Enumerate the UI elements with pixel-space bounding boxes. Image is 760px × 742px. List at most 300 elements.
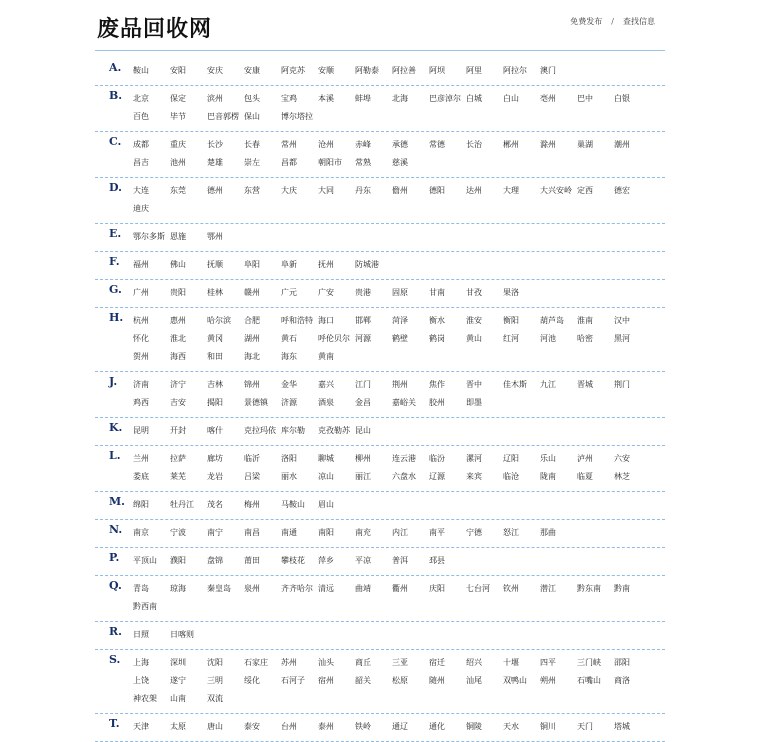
city-link[interactable]: 濮阳 [170,556,186,565]
city-link[interactable]: 阿坝 [429,66,445,75]
city-link[interactable]: 湖州 [244,334,260,343]
city-link[interactable]: 莆田 [244,556,260,565]
city-link[interactable]: 南充 [355,528,371,537]
city-link[interactable]: 台州 [281,722,297,731]
site-header [95,8,665,50]
city-link[interactable]: 聊城 [318,454,334,463]
city-link[interactable]: 辽阳 [503,454,519,463]
city-link[interactable]: 四平 [540,658,556,667]
city-link[interactable]: 德阳 [429,186,445,195]
city-link[interactable]: 洛阳 [281,454,297,463]
city-link[interactable]: 海东 [281,352,297,361]
letter-group-row [95,86,665,132]
city-link[interactable]: 齐齐哈尔 [281,584,313,593]
city-link[interactable]: 锦州 [244,380,260,389]
city-link[interactable]: 牡丹江 [170,500,194,509]
city-link[interactable]: 楚雄 [207,158,223,167]
city-link[interactable]: 济源 [281,398,297,407]
city-link[interactable]: 承德 [392,140,408,149]
city-link[interactable]: 石家庄 [244,658,268,667]
city-links [133,626,665,644]
city-link[interactable]: 日喀则 [170,630,194,639]
city-link[interactable]: 朔州 [540,676,556,685]
index-letter: B. [109,89,123,102]
city-link[interactable]: 丽水 [281,472,297,481]
city-link[interactable]: 晋城 [577,380,593,389]
city-link[interactable]: 阿拉尔 [503,66,527,75]
post-free-link[interactable]: 免费发布 [570,17,603,26]
city-link[interactable]: 济宁 [170,380,186,389]
city-link[interactable]: 海北 [244,352,260,361]
city-link[interactable]: 昆山 [355,426,371,435]
city-link[interactable]: 黔西南 [133,602,157,611]
city-link[interactable]: 六安 [614,454,630,463]
city-link[interactable]: 崇左 [244,158,260,167]
letter-group-row [95,224,665,252]
city-link[interactable]: 宿迁 [429,658,445,667]
city-link[interactable]: 贺州 [133,352,149,361]
index-letter: H. [109,311,124,324]
index-letter: F. [109,255,120,268]
city-links [133,552,665,570]
city-link[interactable]: 喀什 [207,426,223,435]
city-link[interactable]: 秦皇岛 [207,584,231,593]
city-link[interactable]: 黔东南 [577,584,601,593]
city-link[interactable]: 绥化 [244,676,260,685]
city-link[interactable]: 通辽 [392,722,408,731]
city-link[interactable]: 乐山 [540,454,556,463]
city-link[interactable]: 十堰 [503,658,519,667]
city-link[interactable]: 博尔塔拉 [281,112,313,121]
city-link[interactable]: 东莞 [170,186,186,195]
city-link[interactable]: 哈尔滨 [207,316,231,325]
city-link[interactable]: 连云港 [392,454,416,463]
city-link[interactable]: 南昌 [244,528,260,537]
city-link[interactable]: 双鸭山 [503,676,527,685]
city-link[interactable]: 鹤壁 [392,334,408,343]
city-link[interactable]: 固原 [392,288,408,297]
city-link[interactable]: 抚州 [318,260,334,269]
city-link[interactable]: 临沧 [503,472,519,481]
letter-group-row [95,650,665,714]
city-link[interactable]: 金华 [281,380,297,389]
city-link[interactable]: 邵阳 [614,658,630,667]
city-link[interactable]: 拉萨 [170,454,186,463]
city-link[interactable]: 安顺 [318,66,334,75]
city-link[interactable]: 曲靖 [355,584,371,593]
city-link[interactable]: 江门 [355,380,371,389]
city-link[interactable]: 天水 [503,722,519,731]
city-link[interactable]: 绍兴 [466,658,482,667]
city-link[interactable]: 克拉玛依 [244,426,276,435]
city-link[interactable]: 汕头 [318,658,334,667]
city-link[interactable]: 庆阳 [429,584,445,593]
city-link[interactable]: 滁州 [540,140,556,149]
city-link[interactable]: 怒江 [503,528,519,537]
city-link[interactable]: 铜陵 [466,722,482,731]
city-link[interactable]: 南京 [133,528,149,537]
city-link[interactable]: 萍乡 [318,556,334,565]
city-link[interactable]: 吉林 [207,380,223,389]
city-link[interactable]: 白山 [503,94,519,103]
city-link[interactable]: 德宏 [614,186,630,195]
city-link[interactable]: 阿里 [466,66,482,75]
letter-group-row [95,418,665,446]
city-link[interactable]: 天津 [133,722,149,731]
city-link[interactable]: 甘孜 [466,288,482,297]
city-link[interactable]: 赣州 [244,288,260,297]
city-link[interactable]: 泸州 [577,454,593,463]
city-links [133,312,665,366]
city-link[interactable]: 红河 [503,334,519,343]
city-link[interactable]: 防城港 [355,260,379,269]
city-link[interactable]: 深圳 [170,658,186,667]
city-link[interactable]: 大同 [318,186,334,195]
city-link[interactable]: 六盘水 [392,472,416,481]
city-link[interactable]: 赤峰 [355,140,371,149]
city-link[interactable]: 库尔勒 [281,426,305,435]
city-link[interactable]: 保定 [170,94,186,103]
city-link[interactable]: 吉安 [170,398,186,407]
letter-group-row [95,622,665,650]
city-link[interactable]: 巢湖 [577,140,593,149]
city-link[interactable]: 巴音郭楞 [207,112,239,121]
city-link[interactable]: 黄山 [466,334,482,343]
city-link[interactable]: 东营 [244,186,260,195]
city-link[interactable]: 大连 [133,186,149,195]
index-letter: T. [109,717,120,730]
city-link[interactable]: 海西 [170,352,186,361]
city-link[interactable]: 慈溪 [392,158,408,167]
city-link[interactable]: 临汾 [429,454,445,463]
city-link[interactable]: 澳门 [540,66,556,75]
city-links [133,90,665,126]
city-link[interactable]: 内江 [392,528,408,537]
city-link[interactable]: 佛山 [170,260,186,269]
city-link[interactable]: 成都 [133,140,149,149]
city-link[interactable]: 揭阳 [207,398,223,407]
city-link[interactable]: 泰州 [318,722,334,731]
city-link[interactable]: 黄冈 [207,334,223,343]
city-link[interactable]: 七台河 [466,584,490,593]
city-link[interactable]: 南阳 [318,528,334,537]
city-link[interactable]: 淮南 [577,316,593,325]
city-link[interactable]: 沧州 [318,140,334,149]
city-link[interactable]: 酒泉 [318,398,334,407]
city-links [133,284,665,302]
city-link[interactable]: 漯河 [466,454,482,463]
city-link[interactable]: 淮北 [170,334,186,343]
city-link[interactable]: 白城 [466,94,482,103]
city-link[interactable]: 嘉峪关 [392,398,416,407]
city-link[interactable]: 昌都 [281,158,297,167]
city-link[interactable]: 大兴安岭 [540,186,572,195]
city-link[interactable]: 北海 [392,94,408,103]
city-link[interactable]: 眉山 [318,500,334,509]
city-link[interactable]: 宁德 [466,528,482,537]
city-link[interactable]: 宿州 [318,676,334,685]
city-link[interactable]: 保山 [244,112,260,121]
city-links [133,580,665,616]
letter-group-row [95,714,665,742]
index-letter: G. [109,283,122,296]
city-link[interactable]: 和田 [207,352,223,361]
city-link[interactable]: 即墨 [466,398,482,407]
city-link[interactable]: 茂名 [207,500,223,509]
city-link[interactable]: 衡阳 [503,316,519,325]
city-link[interactable]: 常熟 [355,158,371,167]
city-link[interactable]: 滨州 [207,94,223,103]
city-link[interactable]: 铜川 [540,722,556,731]
city-link[interactable]: 邯郸 [355,316,371,325]
city-link[interactable]: 蚌埠 [355,94,371,103]
city-link[interactable]: 嘉兴 [318,380,334,389]
city-link[interactable]: 安阳 [170,66,186,75]
city-link[interactable]: 河池 [540,334,556,343]
city-link[interactable]: 胶州 [429,398,445,407]
city-link[interactable]: 鞍山 [133,66,149,75]
city-link[interactable]: 辽源 [429,472,445,481]
city-link[interactable]: 百色 [133,112,149,121]
city-link[interactable]: 安庆 [207,66,223,75]
city-link[interactable]: 怀化 [133,334,149,343]
city-link[interactable]: 金昌 [355,398,371,407]
index-letter: S. [109,653,121,666]
city-link[interactable]: 包头 [244,94,260,103]
city-link[interactable]: 梅州 [244,500,260,509]
city-link[interactable]: 普洱 [392,556,408,565]
city-link[interactable]: 三明 [207,676,223,685]
city-link[interactable]: 惠州 [170,316,186,325]
city-link[interactable]: 宁波 [170,528,186,537]
city-link[interactable]: 南平 [429,528,445,537]
city-link[interactable]: 昌吉 [133,158,149,167]
city-link[interactable]: 石嘴山 [577,676,601,685]
city-link[interactable]: 太原 [170,722,186,731]
city-link[interactable]: 铁岭 [355,722,371,731]
city-link[interactable]: 长沙 [207,140,223,149]
city-link[interactable]: 贵阳 [170,288,186,297]
city-link[interactable]: 济南 [133,380,149,389]
city-link[interactable]: 丹东 [355,186,371,195]
city-link[interactable]: 鄂尔多斯 [133,232,165,241]
city-link[interactable]: 开封 [170,426,186,435]
city-link[interactable]: 神农架 [133,694,157,703]
city-links [133,422,665,440]
city-link[interactable]: 德州 [207,186,223,195]
letter-group-row [95,58,665,86]
city-link[interactable]: 临沂 [244,454,260,463]
city-link[interactable]: 黑河 [614,334,630,343]
city-link[interactable]: 本溪 [318,94,334,103]
city-link[interactable]: 马鞍山 [281,500,305,509]
city-link[interactable]: 景德镇 [244,398,268,407]
city-link[interactable]: 林芝 [614,472,630,481]
city-link[interactable]: 常州 [281,140,297,149]
city-link[interactable]: 晋中 [466,380,482,389]
city-link[interactable]: 苏州 [281,658,297,667]
city-link[interactable]: 邳县 [429,556,445,565]
city-link[interactable]: 福州 [133,260,149,269]
city-link[interactable]: 毕节 [170,112,186,121]
city-link[interactable]: 合肥 [244,316,260,325]
city-link[interactable]: 巴中 [577,94,593,103]
city-link[interactable]: 潮州 [614,140,630,149]
city-link[interactable]: 长春 [244,140,260,149]
city-link[interactable]: 河源 [355,334,371,343]
city-link[interactable]: 商洛 [614,676,630,685]
city-link[interactable]: 双流 [207,694,223,703]
city-link[interactable]: 葫芦岛 [540,316,564,325]
city-link[interactable]: 泰安 [244,722,260,731]
city-link[interactable]: 那曲 [540,528,556,537]
city-link[interactable]: 娄底 [133,472,149,481]
city-link[interactable]: 贵港 [355,288,371,297]
city-link[interactable]: 哈密 [577,334,593,343]
city-link[interactable]: 莱芜 [170,472,186,481]
city-link[interactable]: 宝鸡 [281,94,297,103]
city-link[interactable]: 安康 [244,66,260,75]
city-link[interactable]: 遂宁 [170,676,186,685]
city-link[interactable]: 松原 [392,676,408,685]
city-link[interactable]: 上饶 [133,676,149,685]
city-link[interactable]: 平顶山 [133,556,157,565]
city-link[interactable]: 恩施 [170,232,186,241]
city-link[interactable]: 淮安 [466,316,482,325]
city-link[interactable]: 廊坊 [207,454,223,463]
city-links [133,182,665,218]
city-link[interactable]: 荆门 [614,380,630,389]
city-link[interactable]: 衢州 [392,584,408,593]
city-link[interactable]: 黔南 [614,584,630,593]
city-link[interactable]: 三门峡 [577,658,601,667]
city-link[interactable]: 佳木斯 [503,380,527,389]
city-link[interactable]: 克孜勒苏 [318,426,350,435]
city-links [133,718,665,736]
city-link[interactable]: 常德 [429,140,445,149]
city-link[interactable]: 九江 [540,380,556,389]
city-link[interactable]: 荆州 [392,380,408,389]
city-link[interactable]: 柳州 [355,454,371,463]
city-link[interactable]: 焦作 [429,380,445,389]
city-link[interactable]: 菏泽 [392,316,408,325]
city-link[interactable]: 山南 [170,694,186,703]
city-link[interactable]: 呼和浩特 [281,316,313,325]
city-link[interactable]: 来宾 [466,472,482,481]
city-link[interactable]: 桂林 [207,288,223,297]
city-link[interactable]: 广元 [281,288,297,297]
city-link[interactable]: 韶关 [355,676,371,685]
city-link[interactable]: 南宁 [207,528,223,537]
city-link[interactable]: 随州 [429,676,445,685]
city-link[interactable]: 琼海 [170,584,186,593]
city-link[interactable]: 平凉 [355,556,371,565]
city-link[interactable]: 海口 [318,316,334,325]
city-link[interactable]: 果洛 [503,288,519,297]
city-link[interactable]: 南通 [281,528,297,537]
city-link[interactable]: 清远 [318,584,334,593]
city-link[interactable]: 长治 [466,140,482,149]
city-link[interactable]: 阿克苏 [281,66,305,75]
city-link[interactable]: 广州 [133,288,149,297]
city-link[interactable]: 阿拉善 [392,66,416,75]
city-link[interactable]: 阜阳 [244,260,260,269]
city-link[interactable]: 天门 [577,722,593,731]
city-link[interactable]: 达州 [466,186,482,195]
city-link[interactable]: 池州 [170,158,186,167]
city-link[interactable]: 迪庆 [133,204,149,213]
city-link[interactable]: 巴彦淖尔 [429,94,461,103]
city-link[interactable]: 临夏 [577,472,593,481]
city-links [133,524,665,542]
city-link[interactable]: 汉中 [614,316,630,325]
city-link[interactable]: 鄂州 [207,232,223,241]
find-info-link[interactable]: 查找信息 [623,17,655,26]
city-link[interactable]: 沈阳 [207,658,223,667]
city-link[interactable]: 商丘 [355,658,371,667]
city-link[interactable]: 郴州 [503,140,519,149]
city-link[interactable]: 大庆 [281,186,297,195]
city-link[interactable]: 潜江 [540,584,556,593]
city-link[interactable]: 甘南 [429,288,445,297]
city-link[interactable]: 鹤岗 [429,334,445,343]
city-link[interactable]: 衡水 [429,316,445,325]
city-link[interactable]: 白银 [614,94,630,103]
city-link[interactable]: 汕尾 [466,676,482,685]
city-link[interactable]: 黄南 [318,352,334,361]
index-letter: D. [109,181,122,194]
city-link[interactable]: 唐山 [207,722,223,731]
city-link[interactable]: 钦州 [503,584,519,593]
city-link[interactable]: 盘锦 [207,556,223,565]
site-logo[interactable]: 废品回收网 [97,16,213,42]
city-link[interactable]: 阜新 [281,260,297,269]
city-link[interactable]: 定西 [577,186,593,195]
letter-group-row [95,548,665,576]
city-link[interactable]: 鸡西 [133,398,149,407]
city-link[interactable]: 通化 [429,722,445,731]
city-link[interactable]: 日照 [133,630,149,639]
city-link[interactable]: 黄石 [281,334,297,343]
city-link[interactable]: 上海 [133,658,149,667]
city-link[interactable]: 青岛 [133,584,149,593]
city-link[interactable]: 三亚 [392,658,408,667]
city-link[interactable]: 石河子 [281,676,305,685]
city-link[interactable]: 凉山 [318,472,334,481]
city-link[interactable]: 广安 [318,288,334,297]
city-link[interactable]: 丽江 [355,472,371,481]
city-link[interactable]: 攀枝花 [281,556,305,565]
city-link[interactable]: 北京 [133,94,149,103]
city-link[interactable]: 阿勒泰 [355,66,379,75]
city-link[interactable]: 亳州 [540,94,556,103]
city-link[interactable]: 大理 [503,186,519,195]
city-link[interactable]: 儋州 [392,186,408,195]
city-link[interactable]: 杭州 [133,316,149,325]
city-link[interactable]: 泉州 [244,584,260,593]
city-link[interactable]: 抚顺 [207,260,223,269]
city-link[interactable]: 昆明 [133,426,149,435]
city-link[interactable]: 陇南 [540,472,556,481]
city-link[interactable]: 兰州 [133,454,149,463]
city-link[interactable]: 龙岩 [207,472,223,481]
city-link[interactable]: 吕梁 [244,472,260,481]
city-link[interactable]: 绵阳 [133,500,149,509]
city-link[interactable]: 重庆 [170,140,186,149]
city-link[interactable]: 塔城 [614,722,630,731]
city-link[interactable]: 呼伦贝尔 [318,334,350,343]
city-link[interactable]: 朝阳市 [318,158,342,167]
